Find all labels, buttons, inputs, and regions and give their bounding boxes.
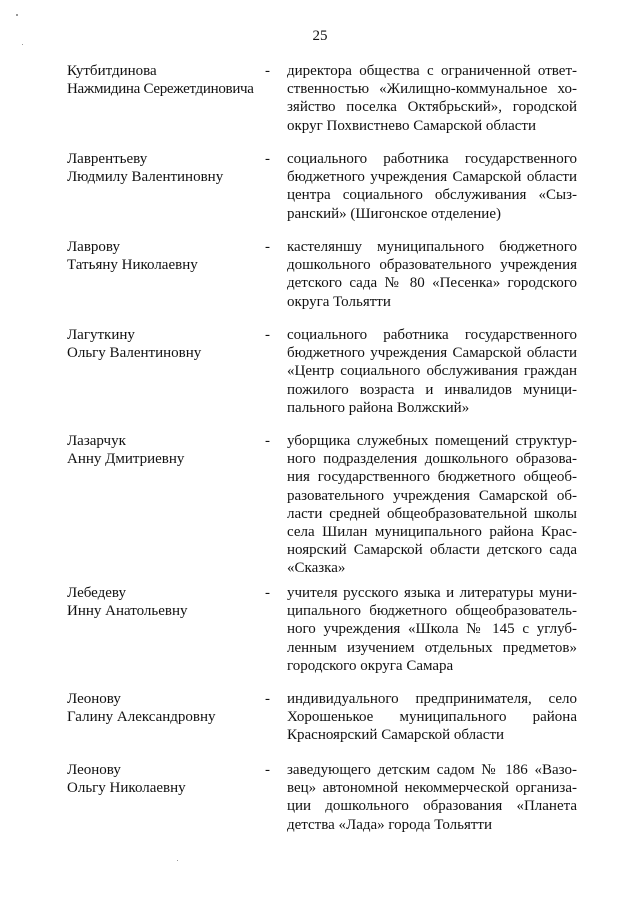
given-names: Татьяну Николаевну (67, 257, 198, 273)
given-names: Ольгу Валентиновну (67, 345, 202, 361)
position-description: заведующего детским садом № 186 «Вазовец» автономной некоммерческой организации дошкольного образования «Планета детства «Лада» города Тольятти (287, 762, 577, 833)
given-names: Галину Александровну (67, 709, 216, 725)
surname: Лебедеву (67, 585, 126, 601)
dash-separator: - (265, 433, 270, 449)
position-description: уборщика служебных помещений структурного подразделения дошкольного образования государственного бюджетного общеобразовательного учреждения Самарской области средней общеобразовательной школы села Шилан муниципального района Красноярский Самарской области детского сада «Сказка» (287, 433, 577, 577)
person-name (67, 584, 267, 620)
dash-separator: - (265, 239, 270, 255)
surname: Лаврову (67, 239, 120, 255)
person-name (67, 690, 267, 726)
position-description: социального работника государственного бюджетного учреждения Самарской области центра социального обслуживания «Сызранский» (Шигонское отделение) (287, 151, 577, 222)
given-names: Инну Анатольевну (67, 603, 188, 619)
given-names: Нажмидина Сережетдиновича (67, 81, 254, 97)
surname: Лагуткину (67, 327, 135, 343)
list-item (0, 761, 640, 849)
dash-separator: - (265, 327, 270, 343)
list-item (0, 62, 640, 150)
list-item (0, 238, 640, 326)
dash-separator: - (265, 585, 270, 601)
dash-separator: - (265, 63, 270, 79)
dash-separator: - (265, 151, 270, 167)
scan-speck (177, 860, 178, 861)
given-names: Ольгу Николаевну (67, 780, 186, 796)
surname: Кутбитдинова (67, 63, 157, 79)
list-item (0, 432, 640, 584)
person-name (67, 432, 267, 468)
position-description: социального работника государственного бюджетного учреждения Самарской области «Центр социального обслуживания граждан пожилого возраста и инвалидов муниципального района Волжский» (287, 327, 577, 416)
list-item (0, 150, 640, 238)
scan-speck (16, 14, 18, 16)
person-name (67, 150, 267, 186)
person-name (67, 326, 267, 362)
person-name (67, 761, 267, 797)
given-names: Анну Дмитриевну (67, 451, 185, 467)
surname: Лазарчук (67, 433, 126, 449)
surname: Леонову (67, 762, 121, 778)
position-description: учителя русского языка и литературы муниципального бюджетного общеобразовательного учреждения «Школа № 145 с углубленным изучением отдельных предметов» городского округа Самара (287, 585, 577, 674)
given-names: Людмилу Валентиновну (67, 169, 224, 185)
person-name (67, 62, 267, 98)
page-number: 25 (312, 28, 328, 44)
surname: Леонову (67, 691, 121, 707)
surname: Лаврентьеву (67, 151, 148, 167)
list-item (0, 584, 640, 690)
position-description: директора общества с ограниченной ответственностью «Жилищно-коммунальное хозяйство поселка Октябрьский», городской округ Похвистнево Самарской области (287, 63, 577, 134)
dash-separator: - (265, 691, 270, 707)
scan-speck (22, 44, 23, 45)
position-description: кастеляншу муниципального бюджетного дошкольного образовательного учреждения детского сада № 80 «Песенка» городского округа Тольятти (287, 239, 577, 310)
person-name (67, 238, 267, 274)
list-item (0, 326, 640, 432)
award-list (0, 62, 640, 849)
dash-separator: - (265, 762, 270, 778)
position-description: индивидуального предпринимателя, село Хорошенькое муниципального района Красноярский Самарской области (287, 691, 577, 744)
list-item (0, 690, 640, 761)
